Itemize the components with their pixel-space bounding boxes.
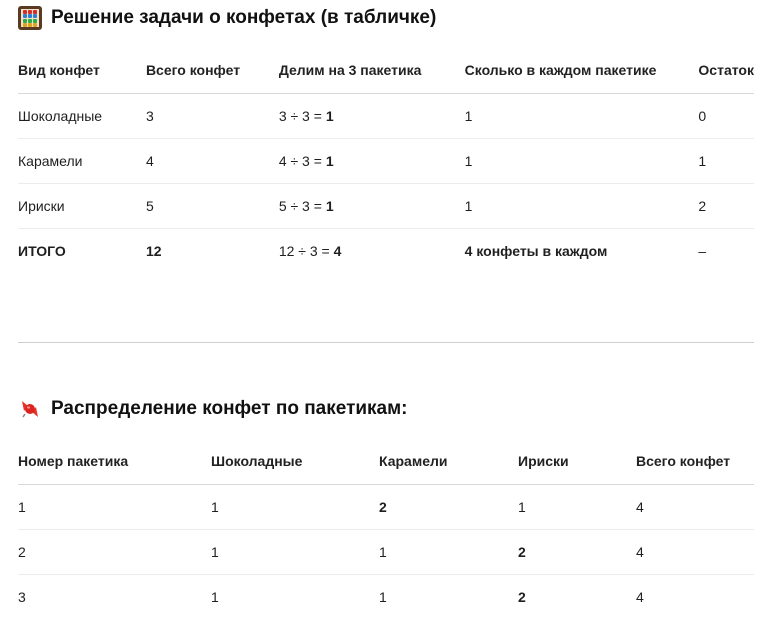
abacus-icon [18,6,42,30]
division-expression: 5 ÷ 3 = [278,197,326,214]
bag-total: 4 [636,529,754,574]
column-header: Шоколадные [211,439,379,484]
table-row [18,183,754,228]
division-expression: 12 ÷ 3 = [278,242,334,259]
solution-table [18,48,754,273]
candy-icon [18,397,42,421]
distribution-table [18,439,754,619]
column-header: Сколько в каждом пакетике [465,48,699,93]
abacus-bead [28,14,32,18]
toffee-count: 2 [518,588,526,605]
abacus-bead [33,19,37,23]
remainder: 2 [698,183,754,228]
toffee-count: 1 [518,484,636,529]
division-result: 1 [325,107,334,124]
division-cell [279,228,465,273]
candy-total: 4 [146,138,279,183]
section-title: Решение задачи о конфетах (в табличке) [51,7,437,28]
table-row [18,93,754,138]
abacus-bead [28,23,32,27]
toffee-count: 2 [518,529,636,574]
column-header: Ириски [518,439,636,484]
section-title: Распределение конфет по пакетикам: [51,398,408,419]
table-row [18,574,754,619]
caramel-count: 1 [379,529,518,574]
remainder: 0 [698,93,754,138]
column-header: Всего конфет [146,48,279,93]
section-divider [18,342,754,343]
candy-total: 5 [146,183,279,228]
abacus-bead [23,19,27,23]
table-row [18,484,754,529]
division-expression: 3 ÷ 3 = [278,107,326,124]
candy-kind: Шоколадные [18,93,146,138]
chocolate-count: 1 [211,588,219,605]
column-header: Делим на 3 пакетика [279,48,465,93]
table-row [18,529,754,574]
division-expression: 4 ÷ 3 = [278,152,326,169]
bag-number: 2 [18,529,211,574]
bag-number: 1 [18,484,211,529]
total-label: ИТОГО [18,242,66,259]
column-header: Номер пакетика [18,439,211,484]
total-count: 12 [145,242,162,259]
abacus-bead [33,14,37,18]
abacus-bead [33,23,37,27]
section-heading-distribution [18,397,408,421]
column-header: Карамели [379,439,518,484]
column-header: Остаток [698,48,754,93]
bag-total: 4 [636,484,754,529]
division-cell [279,138,465,183]
division-result: 1 [325,197,334,214]
division-cell [279,93,465,138]
column-header: Вид конфет [18,48,146,93]
column-header: Всего конфет [636,439,754,484]
division-result: 4 [333,242,342,259]
per-bag: 4 конфеты в каждом [464,242,608,259]
total-row [18,228,754,273]
candy-total: 3 [146,93,279,138]
remainder: – [698,242,707,259]
table-header-row [18,439,754,484]
candy-kind: Карамели [18,138,146,183]
bag-total: 4 [636,588,644,605]
section-heading-solution [18,6,436,30]
per-bag: 1 [465,138,699,183]
table-header-row [18,48,754,93]
per-bag: 1 [465,183,699,228]
abacus-bead [23,14,27,18]
remainder: 1 [698,138,754,183]
abacus-bead [28,19,32,23]
caramel-count: 2 [379,484,518,529]
chocolate-count: 1 [211,484,379,529]
per-bag: 1 [465,93,699,138]
caramel-count: 1 [379,588,387,605]
candy-kind: Ириски [18,183,146,228]
division-cell [279,183,465,228]
bag-number: 3 [18,588,26,605]
table-row [18,138,754,183]
division-result: 1 [325,152,334,169]
chocolate-count: 1 [211,529,379,574]
abacus-bead [23,23,27,27]
